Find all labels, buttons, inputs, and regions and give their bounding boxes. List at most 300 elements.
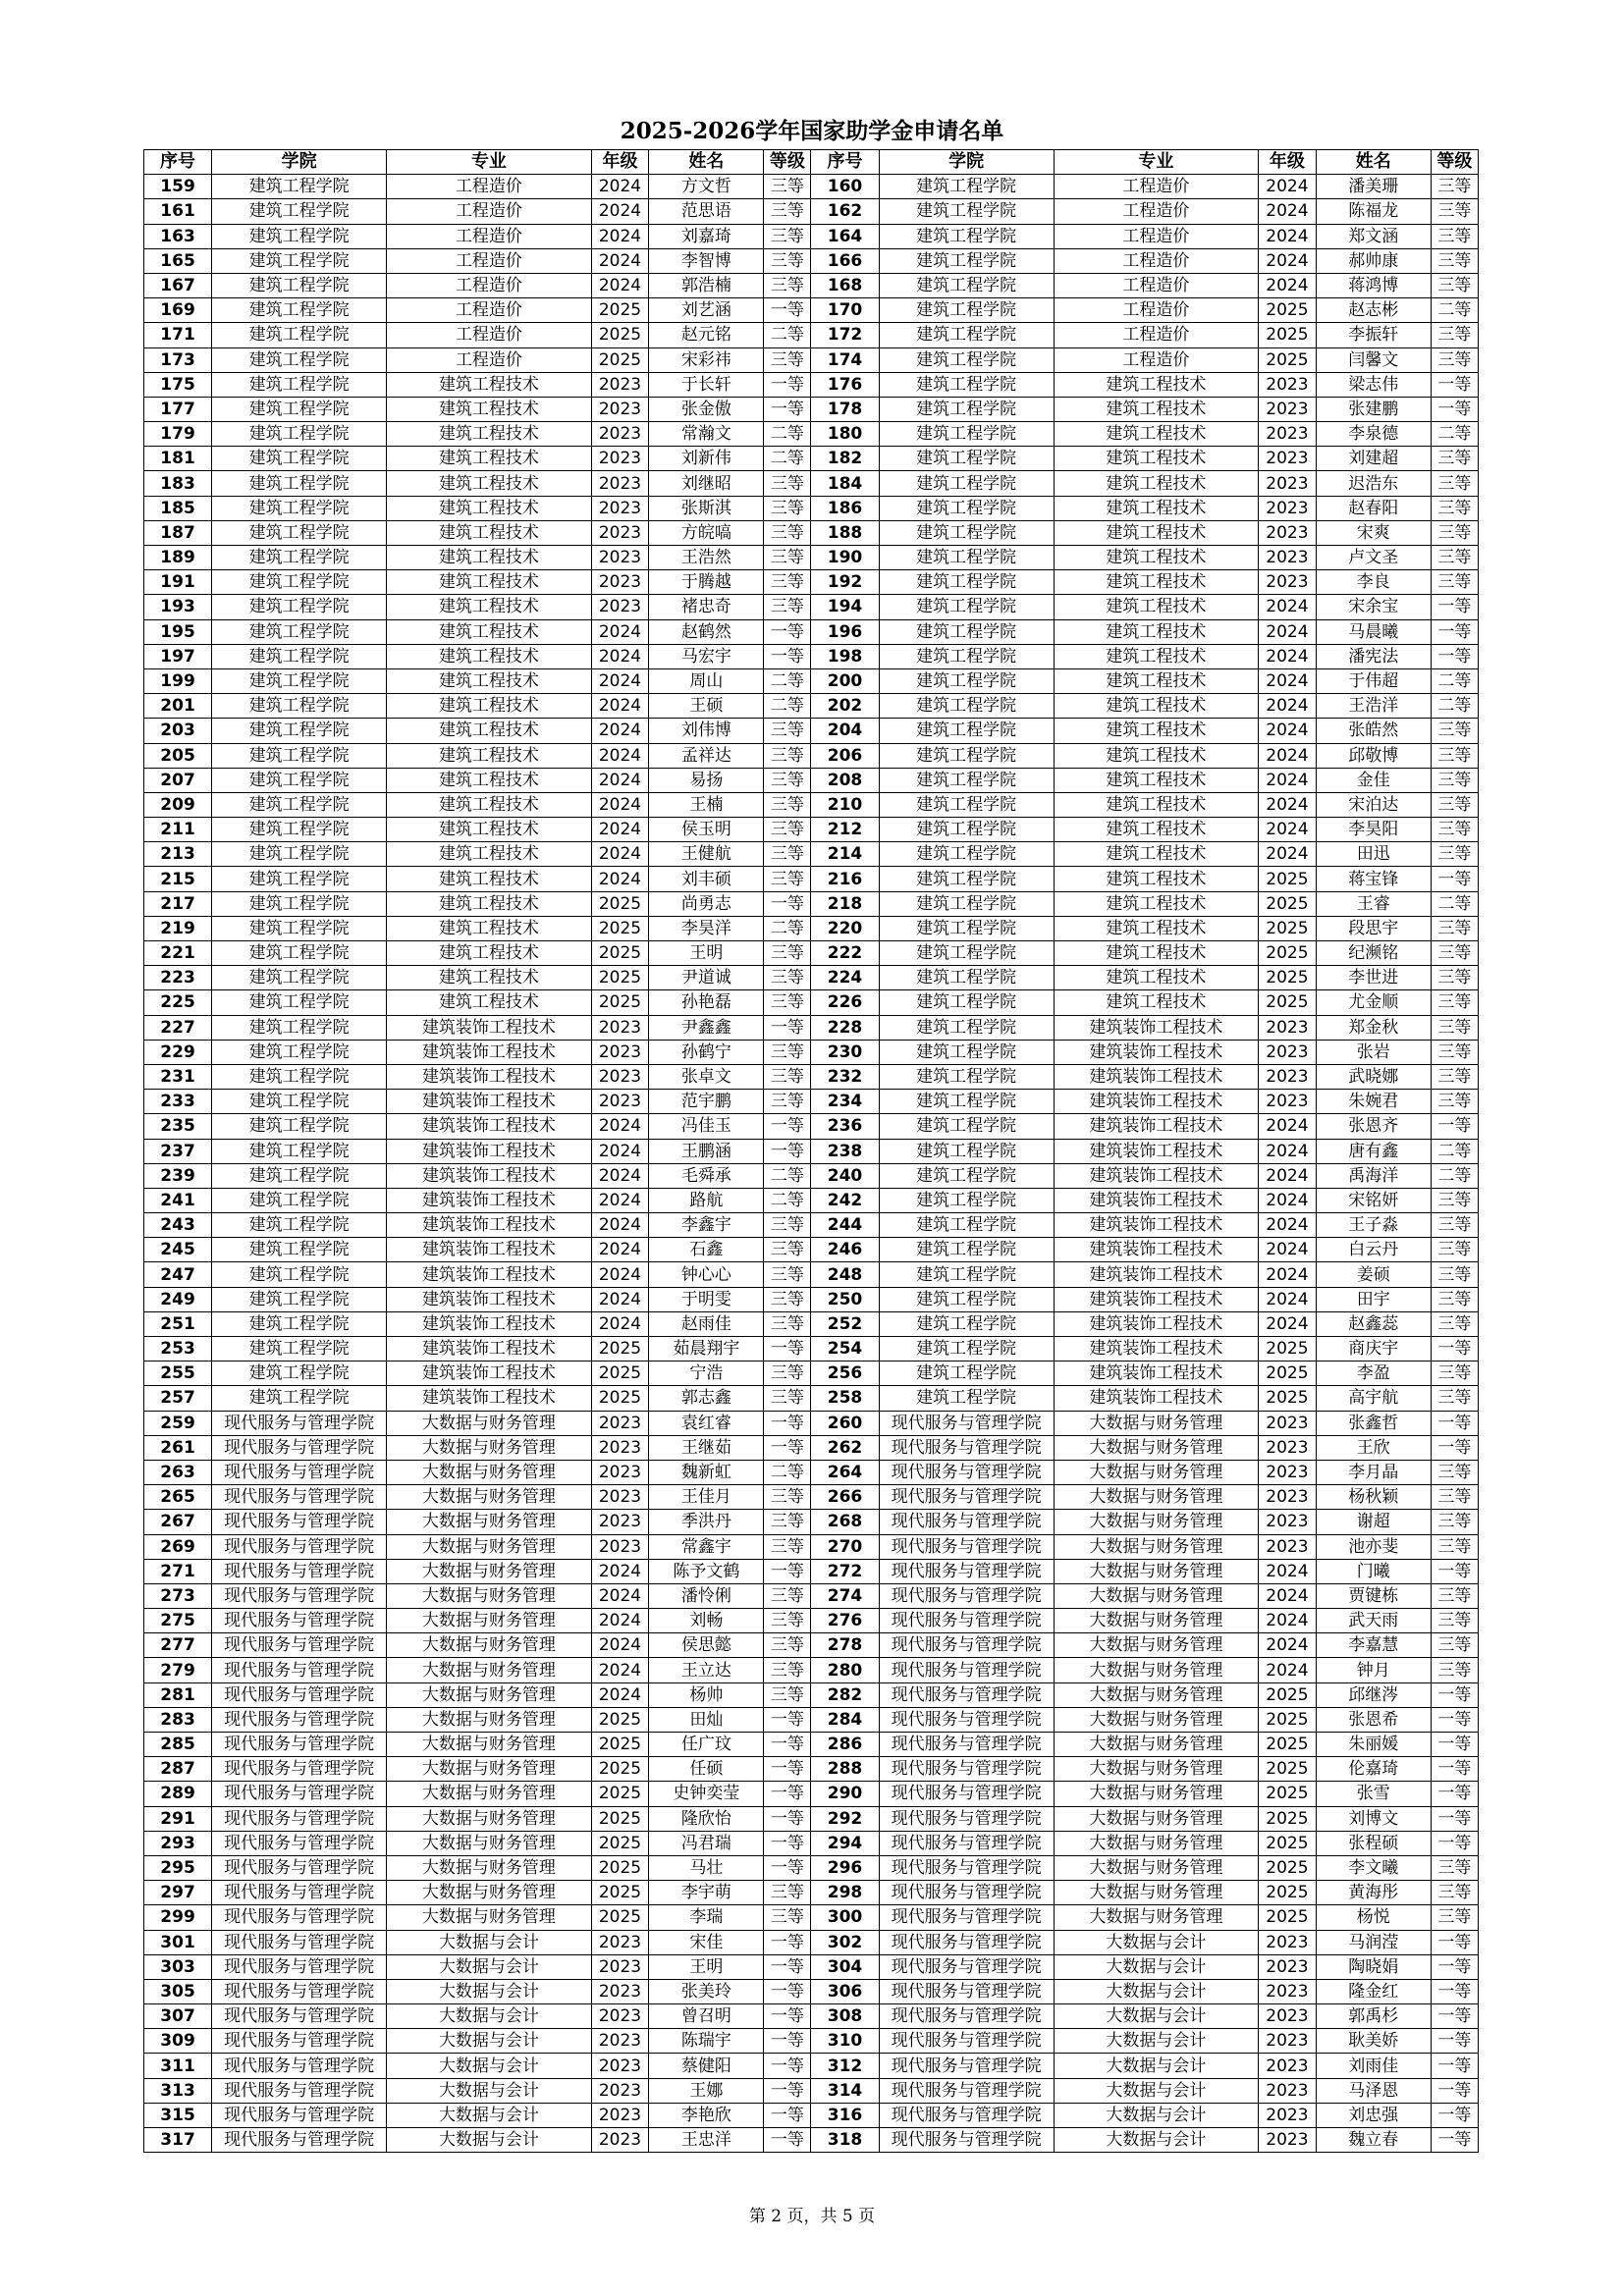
cell-level: 三等 [764,1090,811,1114]
table-row [144,1163,1479,1188]
cell-major: 大数据与财务管理 [387,1583,592,1608]
cell-level: 一等 [1431,1337,1478,1362]
cell-major: 建筑工程技术 [387,496,592,520]
cell-name: 杨帅 [649,1682,764,1707]
cell-level: 三等 [1431,1213,1478,1238]
cell-college: 现代服务与管理学院 [212,1979,387,2003]
cell-college: 建筑工程学院 [212,224,387,248]
cell-name: 李泉德 [1316,422,1431,447]
cell-grade-year: 2024 [591,248,649,273]
cell-grade-year: 2024 [591,842,649,867]
cell-grade-year: 2023 [591,372,649,397]
cell-name: 马晨曦 [1316,619,1431,644]
cell-name: 隆欣怡 [649,1806,764,1831]
table-row [144,1386,1479,1411]
cell-grade-year: 2024 [591,1213,649,1238]
cell-major: 大数据与会计 [387,2078,592,2103]
cell-seq: 302 [811,1930,879,1954]
cell-major: 大数据与财务管理 [1054,1510,1259,1534]
cell-major: 大数据与财务管理 [1054,1905,1259,1930]
cell-college: 现代服务与管理学院 [879,1534,1054,1559]
cell-college: 建筑工程学院 [879,1188,1054,1212]
cell-level: 一等 [1431,2029,1478,2054]
cell-major: 建筑工程技术 [387,743,592,768]
cell-name: 李良 [1316,570,1431,595]
cell-grade-year: 2024 [1259,1658,1317,1682]
cell-college: 建筑工程学院 [212,570,387,595]
cell-college: 现代服务与管理学院 [879,1460,1054,1484]
cell-major: 建筑装饰工程技术 [387,1287,592,1311]
cell-major: 大数据与财务管理 [387,1460,592,1484]
cell-college: 现代服务与管理学院 [212,1707,387,1732]
cell-major: 大数据与财务管理 [387,1806,592,1831]
cell-grade-year: 2024 [591,743,649,768]
cell-grade-year: 2024 [591,199,649,224]
cell-college: 现代服务与管理学院 [879,1682,1054,1707]
table-row [144,1337,1479,1362]
cell-major: 建筑装饰工程技术 [387,1139,592,1163]
cell-college: 现代服务与管理学院 [212,1855,387,1880]
cell-college: 建筑工程学院 [212,1287,387,1311]
cell-major: 建筑装饰工程技术 [1054,1311,1259,1336]
cell-grade-year: 2025 [591,1362,649,1386]
cell-grade-year: 2023 [591,1510,649,1534]
cell-name: 白云丹 [1316,1238,1431,1262]
cell-name: 于腾越 [649,570,764,595]
cell-major: 建筑工程技术 [1054,619,1259,644]
cell-college: 建筑工程学院 [879,447,1054,471]
cell-grade-year: 2025 [591,1707,649,1732]
cell-seq: 164 [811,224,879,248]
cell-name: 郑文涵 [1316,224,1431,248]
cell-name: 郝帅康 [1316,248,1431,273]
cell-major: 大数据与会计 [387,2103,592,2127]
cell-major: 建筑工程技术 [387,372,592,397]
cell-name: 李昊洋 [649,916,764,940]
cell-level: 三等 [764,496,811,520]
cell-major: 建筑装饰工程技术 [387,1188,592,1212]
cell-major: 大数据与财务管理 [387,1905,592,1930]
cell-major: 工程造价 [1054,273,1259,297]
cell-college: 建筑工程学院 [879,867,1054,891]
cell-grade-year: 2024 [1259,619,1317,644]
cell-name: 陶晓娟 [1316,1954,1431,1979]
cell-major: 大数据与财务管理 [1054,1757,1259,1782]
cell-name: 金佳 [1316,768,1431,792]
cell-major: 建筑装饰工程技术 [1054,1213,1259,1238]
cell-grade-year: 2025 [591,1806,649,1831]
cell-name: 池亦斐 [1316,1534,1431,1559]
cell-college: 建筑工程学院 [212,520,387,545]
cell-major: 建筑装饰工程技术 [1054,1139,1259,1163]
cell-level: 三等 [1431,743,1478,768]
cell-level: 三等 [764,570,811,595]
cell-name: 张程硕 [1316,1831,1431,1855]
cell-grade-year: 2024 [591,1262,649,1287]
cell-level: 二等 [764,1188,811,1212]
cell-level: 一等 [1431,1707,1478,1732]
cell-major: 建筑装饰工程技术 [387,1015,592,1040]
cell-seq: 205 [144,743,212,768]
cell-college: 建筑工程学院 [212,792,387,817]
table-row [144,1979,1479,2003]
cell-seq: 222 [811,941,879,966]
cell-seq: 226 [811,990,879,1015]
cell-name: 蔡健阳 [649,2054,764,2078]
cell-grade-year: 2024 [1259,1633,1317,1658]
cell-seq: 173 [144,347,212,372]
cell-level: 三等 [1431,273,1478,297]
cell-level: 三等 [1431,1855,1478,1880]
cell-major: 建筑装饰工程技术 [1054,1114,1259,1139]
cell-seq: 315 [144,2103,212,2127]
cell-major: 建筑工程技术 [387,520,592,545]
cell-name: 唐有鑫 [1316,1139,1431,1163]
cell-grade-year: 2024 [1259,1583,1317,1608]
cell-name: 李嘉慧 [1316,1633,1431,1658]
cell-name: 宁浩 [649,1362,764,1386]
cell-college: 建筑工程学院 [879,1064,1054,1089]
cell-seq: 244 [811,1213,879,1238]
cell-college: 建筑工程学院 [879,1262,1054,1287]
cell-college: 建筑工程学院 [212,1188,387,1212]
cell-college: 现代服务与管理学院 [879,1806,1054,1831]
cell-level: 三等 [1431,175,1478,199]
cell-level: 三等 [1431,1510,1478,1534]
cell-seq: 195 [144,619,212,644]
cell-college: 现代服务与管理学院 [879,2078,1054,2103]
cell-major: 建筑装饰工程技术 [387,1114,592,1139]
cell-seq: 230 [811,1040,879,1064]
cell-seq: 248 [811,1262,879,1287]
cell-name: 张金傲 [649,397,764,421]
cell-major: 大数据与财务管理 [1054,1733,1259,1757]
cell-college: 建筑工程学院 [879,1213,1054,1238]
cell-college: 建筑工程学院 [212,1386,387,1411]
cell-major: 建筑装饰工程技术 [387,1090,592,1114]
cell-level: 一等 [1431,1114,1478,1139]
cell-college: 建筑工程学院 [879,1114,1054,1139]
cell-level: 三等 [764,1064,811,1089]
cell-level: 三等 [1431,941,1478,966]
cell-grade-year: 2024 [591,1559,649,1583]
cell-level: 一等 [764,1930,811,1954]
cell-seq: 166 [811,248,879,273]
cell-seq: 239 [144,1163,212,1188]
cell-grade-year: 2024 [591,1583,649,1608]
cell-level: 三等 [764,1040,811,1064]
cell-college: 现代服务与管理学院 [879,2054,1054,2078]
cell-major: 建筑工程技术 [1054,595,1259,619]
cell-college: 建筑工程学院 [212,818,387,842]
cell-grade-year: 2024 [1259,1213,1317,1238]
cell-level: 三等 [764,941,811,966]
cell-level: 一等 [1431,644,1478,668]
cell-grade-year: 2023 [591,1435,649,1460]
cell-college: 建筑工程学院 [212,546,387,570]
cell-major: 建筑工程技术 [1054,694,1259,719]
cell-level: 一等 [1431,1806,1478,1831]
cell-seq: 254 [811,1337,879,1362]
cell-college: 现代服务与管理学院 [212,1831,387,1855]
cell-seq: 259 [144,1411,212,1435]
cell-grade-year: 2024 [1259,1262,1317,1287]
cell-college: 建筑工程学院 [879,1139,1054,1163]
cell-name: 赵雨佳 [649,1311,764,1336]
cell-grade-year: 2023 [591,2078,649,2103]
cell-grade-year: 2025 [591,1782,649,1806]
cell-grade-year: 2025 [1259,1782,1317,1806]
cell-name: 范宇鹏 [649,1090,764,1114]
page-title: 2025-2026学年国家助学金申请名单 [620,118,1004,144]
header-seq: 序号 [811,150,879,175]
cell-name: 宋爽 [1316,520,1431,545]
cell-grade-year: 2023 [591,471,649,496]
cell-name: 李智博 [649,248,764,273]
cell-name: 王睿 [1316,891,1431,916]
cell-name: 姜硕 [1316,1262,1431,1287]
cell-college: 建筑工程学院 [212,397,387,421]
cell-level: 一等 [1431,1733,1478,1757]
cell-college: 建筑工程学院 [879,966,1054,990]
cell-college: 建筑工程学院 [212,199,387,224]
cell-grade-year: 2024 [1259,595,1317,619]
cell-seq: 314 [811,2078,879,2103]
cell-name: 刘博文 [1316,1806,1431,1831]
cell-level: 二等 [1431,298,1478,323]
cell-college: 建筑工程学院 [879,520,1054,545]
cell-grade-year: 2023 [1259,2128,1317,2153]
cell-seq: 225 [144,990,212,1015]
table-row [144,867,1479,891]
cell-level: 三等 [764,595,811,619]
cell-level: 一等 [1431,1559,1478,1583]
cell-level: 三等 [1431,1090,1478,1114]
table-row [144,1015,1479,1040]
cell-name: 侯玉明 [649,818,764,842]
cell-name: 谢超 [1316,1510,1431,1534]
cell-seq: 245 [144,1238,212,1262]
cell-college: 建筑工程学院 [879,422,1054,447]
cell-college: 现代服务与管理学院 [212,1930,387,1954]
cell-name: 邱敬博 [1316,743,1431,768]
cell-college: 现代服务与管理学院 [879,2103,1054,2127]
cell-level: 三等 [1431,1609,1478,1633]
cell-grade-year: 2025 [591,347,649,372]
table-row [144,2004,1479,2029]
cell-major: 大数据与财务管理 [1054,1559,1259,1583]
table-row [144,447,1479,471]
cell-college: 现代服务与管理学院 [879,1633,1054,1658]
cell-college: 建筑工程学院 [879,891,1054,916]
cell-college: 建筑工程学院 [212,619,387,644]
cell-level: 三等 [764,248,811,273]
cell-grade-year: 2024 [1259,818,1317,842]
cell-grade-year: 2024 [1259,175,1317,199]
cell-name: 卢文圣 [1316,546,1431,570]
table-row [144,1954,1479,1979]
cell-major: 建筑装饰工程技术 [1054,1362,1259,1386]
cell-major: 建筑工程技术 [1054,818,1259,842]
cell-major: 建筑工程技术 [1054,447,1259,471]
cell-major: 大数据与财务管理 [387,1707,592,1732]
cell-level: 三等 [1431,1287,1478,1311]
cell-level: 二等 [764,1163,811,1188]
cell-college: 建筑工程学院 [212,347,387,372]
cell-college: 建筑工程学院 [879,719,1054,743]
cell-seq: 207 [144,768,212,792]
cell-level: 二等 [764,916,811,940]
cell-grade-year: 2025 [591,298,649,323]
cell-name: 蒋鸿博 [1316,273,1431,297]
table-row [144,397,1479,421]
cell-major: 大数据与财务管理 [387,1831,592,1855]
table-row [144,1855,1479,1880]
cell-college: 现代服务与管理学院 [212,1633,387,1658]
cell-seq: 238 [811,1139,879,1163]
cell-seq: 246 [811,1238,879,1262]
cell-grade-year: 2025 [1259,990,1317,1015]
cell-seq: 194 [811,595,879,619]
cell-seq: 221 [144,941,212,966]
cell-level: 一等 [764,1411,811,1435]
cell-level: 三等 [764,1534,811,1559]
cell-college: 建筑工程学院 [879,694,1054,719]
cell-major: 建筑装饰工程技术 [387,1337,592,1362]
cell-seq: 218 [811,891,879,916]
cell-name: 钟月 [1316,1658,1431,1682]
cell-name: 毛舜承 [649,1163,764,1188]
cell-seq: 206 [811,743,879,768]
cell-name: 张雪 [1316,1782,1431,1806]
cell-major: 建筑装饰工程技术 [387,1386,592,1411]
cell-seq: 200 [811,668,879,693]
cell-level: 三等 [764,1583,811,1608]
cell-grade-year: 2024 [1259,1609,1317,1633]
cell-major: 大数据与财务管理 [387,1435,592,1460]
cell-major: 大数据与财务管理 [1054,1583,1259,1608]
cell-college: 建筑工程学院 [879,990,1054,1015]
table-row [144,471,1479,496]
cell-seq: 265 [144,1485,212,1510]
table-row [144,1411,1479,1435]
cell-college: 建筑工程学院 [879,1163,1054,1188]
cell-college: 建筑工程学院 [212,768,387,792]
cell-college: 建筑工程学院 [212,694,387,719]
table-row [144,1460,1479,1484]
cell-major: 工程造价 [1054,199,1259,224]
cell-name: 潘怜俐 [649,1583,764,1608]
cell-grade-year: 2024 [591,1287,649,1311]
cell-college: 现代服务与管理学院 [212,1954,387,1979]
cell-college: 现代服务与管理学院 [212,1460,387,1484]
cell-level: 三等 [764,1485,811,1510]
cell-grade-year: 2025 [591,1757,649,1782]
table-row [144,1213,1479,1238]
cell-grade-year: 2024 [591,719,649,743]
cell-grade-year: 2023 [1259,1064,1317,1089]
cell-seq: 181 [144,447,212,471]
cell-grade-year: 2023 [591,1040,649,1064]
table-row [144,224,1479,248]
cell-seq: 258 [811,1386,879,1411]
cell-major: 大数据与会计 [387,2054,592,2078]
cell-level: 三等 [1431,1905,1478,1930]
cell-grade-year: 2025 [591,1881,649,1905]
cell-seq: 227 [144,1015,212,1040]
cell-level: 二等 [764,694,811,719]
cell-name: 易扬 [649,768,764,792]
cell-major: 建筑工程技术 [387,941,592,966]
cell-name: 李昊阳 [1316,818,1431,842]
cell-major: 建筑工程技术 [1054,891,1259,916]
cell-major: 工程造价 [387,199,592,224]
cell-college: 建筑工程学院 [212,1163,387,1188]
cell-seq: 191 [144,570,212,595]
header-level: 等级 [764,150,811,175]
table-row [144,2103,1479,2127]
cell-major: 建筑工程技术 [1054,768,1259,792]
cell-name: 赵春阳 [1316,496,1431,520]
cell-grade-year: 2023 [1259,1954,1317,1979]
cell-college: 建筑工程学院 [879,743,1054,768]
cell-seq: 163 [144,224,212,248]
cell-grade-year: 2023 [591,595,649,619]
cell-major: 工程造价 [1054,298,1259,323]
cell-major: 建筑工程技术 [1054,397,1259,421]
cell-level: 三等 [764,1262,811,1287]
cell-major: 建筑工程技术 [387,471,592,496]
cell-name: 张鑫哲 [1316,1411,1431,1435]
cell-level: 三等 [1431,842,1478,867]
cell-seq: 175 [144,372,212,397]
cell-grade-year: 2023 [1259,520,1317,545]
cell-name: 赵鹤然 [649,619,764,644]
cell-major: 大数据与财务管理 [387,1485,592,1510]
cell-grade-year: 2024 [1259,719,1317,743]
table-row [144,372,1479,397]
cell-major: 建筑工程技术 [387,546,592,570]
cell-level: 三等 [764,1510,811,1534]
cell-name: 郭禹杉 [1316,2004,1431,2029]
cell-major: 建筑装饰工程技术 [1054,1064,1259,1089]
cell-level: 一等 [764,298,811,323]
cell-level: 三等 [764,520,811,545]
table-row [144,1633,1479,1658]
table-row [144,694,1479,719]
cell-major: 建筑装饰工程技术 [1054,1287,1259,1311]
cell-major: 工程造价 [387,224,592,248]
cell-seq: 228 [811,1015,879,1040]
cell-grade-year: 2023 [591,447,649,471]
cell-name: 李文曦 [1316,1855,1431,1880]
cell-major: 建筑工程技术 [387,990,592,1015]
cell-seq: 223 [144,966,212,990]
cell-seq: 234 [811,1090,879,1114]
table-row [144,1485,1479,1510]
header-name: 姓名 [1316,150,1431,175]
cell-level: 二等 [764,1460,811,1484]
cell-name: 王硕 [649,694,764,719]
cell-seq: 290 [811,1782,879,1806]
cell-major: 工程造价 [1054,347,1259,372]
cell-college: 建筑工程学院 [212,298,387,323]
cell-grade-year: 2023 [591,1015,649,1040]
cell-seq: 311 [144,2054,212,2078]
cell-grade-year: 2023 [591,1485,649,1510]
cell-level: 一等 [764,619,811,644]
cell-grade-year: 2023 [591,2004,649,2029]
